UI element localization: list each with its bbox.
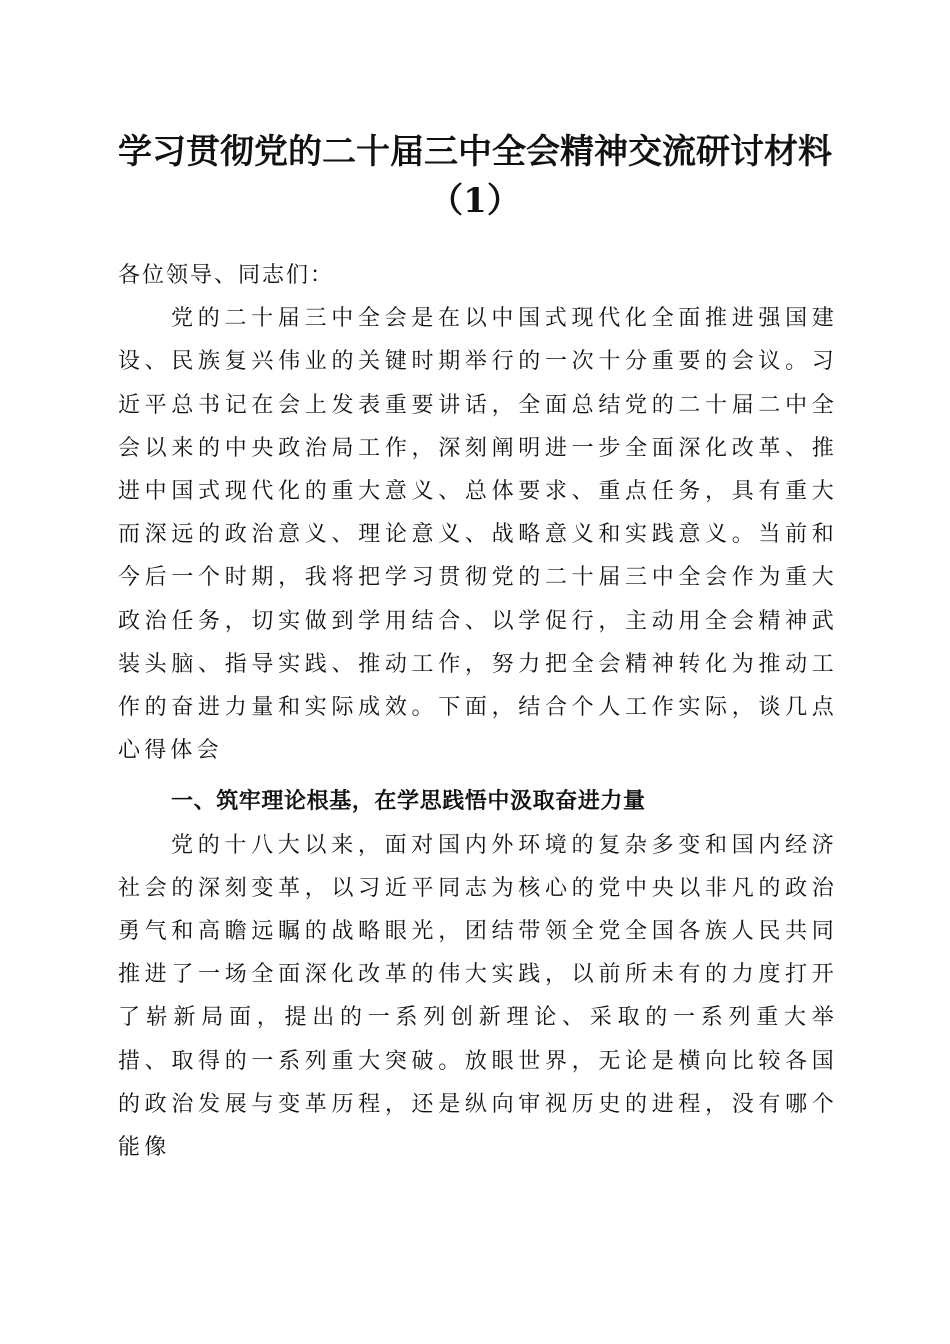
section-heading: 一、筑牢理论根基，在学思践悟中汲取奋进力量 xyxy=(171,789,646,815)
section-paragraph: 党的十八大以来，面对国内外环境的复杂多变和国内经济社会的深刻变革，以习近平同志为核心的党中央以非凡的政治勇气和高瞻远瞩的战略眼光，团结带领全党全国各族人民共同推进了一场全面深化改革的伟大实践，以前所未有的力度打开了崭新局面，提出的一系列创新理论、采取的一系列重大举措、取得的一系列重大突破。放眼世界，无论是横向比较各国的政治发展与变革历程，还是纵向审视历史的进程，没有哪个能像 xyxy=(118,832,838,1161)
document-title: 学习贯彻党的二十届三中全会精神交流研讨材料（1） xyxy=(118,132,832,221)
intro-paragraph: 党的二十届三中全会是在以中国式现代化全面推进强国建设、民族复兴伟业的关键时期举行的一次十分重要的会议。习近平总书记在会上发表重要讲话，全面总结党的二十届二中全会以来的中央政治局工作，深刻阐明进一步全面深化改革、推进中国式现代化的重大意义、总体要求、重点任务，具有重大而深远的政治意义、理论意义、战略意义和实践意义。当前和今后一个时期，我将把学习贯彻党的二十届三中全会作为重大政治任务，切实做到学用结合、以学促行，主动用全会精神武装头脑、指导实践、推动工作，努力把全会精神转化为推动工作的奋进力量和实际成效。下面，结合个人工作实际，谈几点心得体会 xyxy=(118,306,838,764)
document-body xyxy=(118,254,838,1169)
salutation: 各位领导、同志们： xyxy=(118,263,335,288)
